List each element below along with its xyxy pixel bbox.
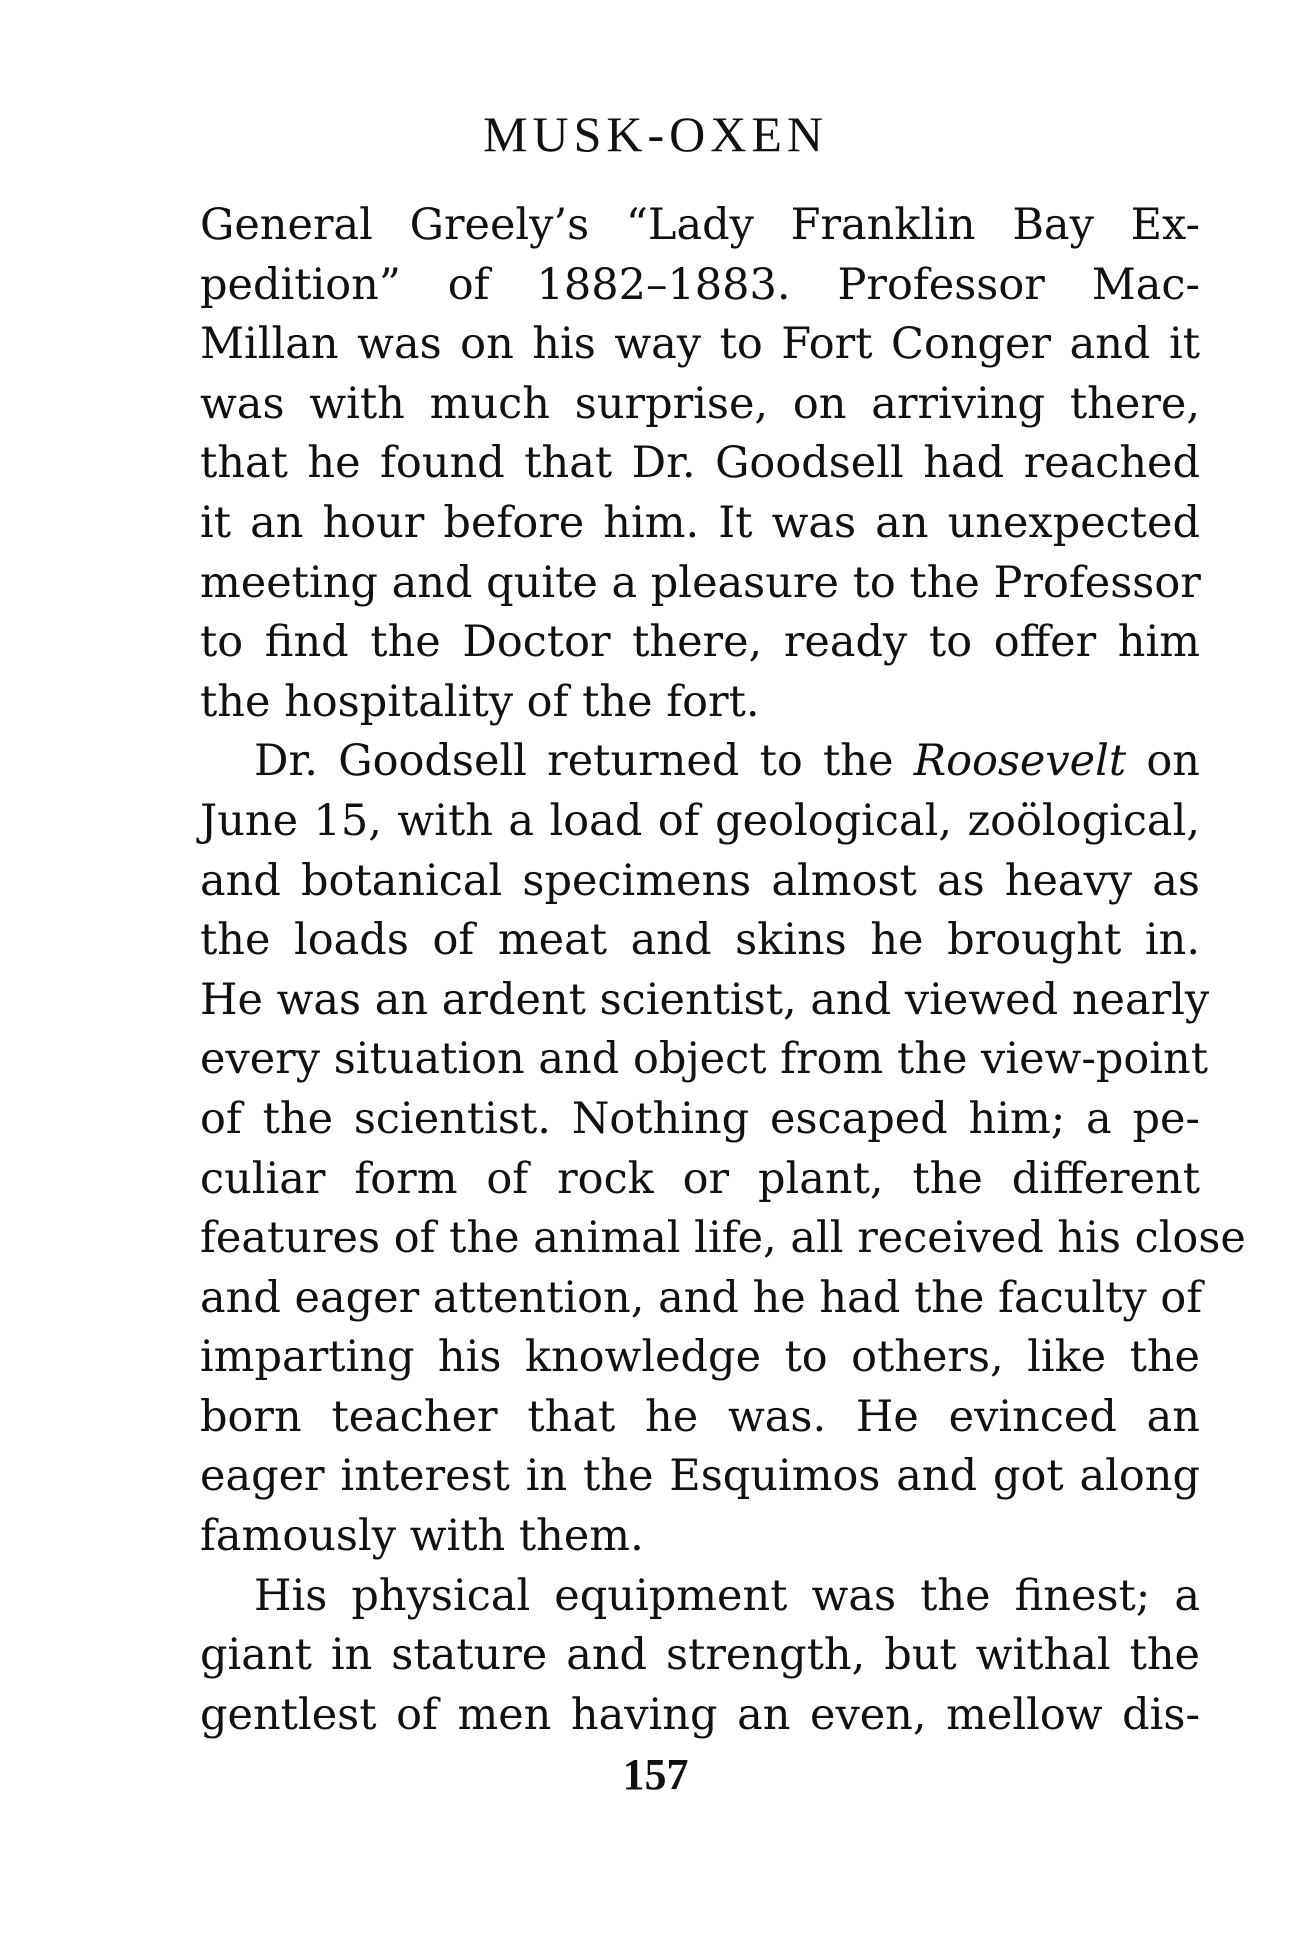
text-line: and botanical specimens almost as heavy as: [200, 855, 1200, 906]
ship-name: Roosevelt: [913, 736, 1127, 787]
text-line: born teacher that he was. He evinced an: [200, 1391, 1200, 1442]
text-line: His physical equipment was the finest; a: [254, 1570, 1200, 1621]
body-text: [200, 196, 1246, 1745]
text-line: June 15, with a load of geological, zoölogical,: [200, 795, 1200, 846]
text-line: [200, 732, 1200, 792]
text-line: the hospitality of the fort.: [200, 676, 760, 727]
text-line: and eager attention, and he had the faculty of: [200, 1272, 1203, 1323]
page-number: 157: [622, 1750, 689, 1799]
text-line: pedition” of 1882–1883. Professor Mac-: [200, 259, 1200, 310]
text-line: gentlest of men having an even, mellow dis-: [200, 1689, 1200, 1740]
text-line: the loads of meat and skins he brought in.: [200, 915, 1200, 966]
text-line: imparting his knowledge to others, like the: [200, 1332, 1200, 1383]
text-span: Dr. Goodsell returned to the: [254, 736, 914, 787]
text-line: every situation and object from the view-point: [200, 1034, 1209, 1085]
text-line: General Greely’s “Lady Franklin Bay Ex-: [200, 200, 1200, 250]
text-line: culiar form of rock or plant, the different: [200, 1153, 1200, 1204]
text-line: giant in stature and strength, but withal the: [200, 1630, 1200, 1681]
text-line: to find the Doctor there, ready to offer him: [200, 617, 1200, 668]
text-line: it an hour before him. It was an unexpected: [200, 497, 1200, 548]
running-head: MUSK-OXEN: [483, 106, 828, 162]
text-line: of the scientist. Nothing escaped him; a pe-: [200, 1093, 1200, 1144]
text-line: He was an ardent scientist, and viewed nearly: [200, 974, 1210, 1025]
text-line: features of the animal life, all received his close: [200, 1213, 1246, 1264]
text-line: was with much surprise, on arriving there,: [200, 378, 1200, 429]
text-line: eager interest in the Esquimos and got along: [200, 1451, 1200, 1502]
text-line: meeting and quite a pleasure to the Professor: [200, 557, 1201, 608]
text-line: famously with them.: [200, 1511, 644, 1562]
text-span: on: [1126, 736, 1200, 787]
text-line: that he found that Dr. Goodsell had reached: [200, 438, 1200, 489]
text-line: Millan was on his way to Fort Conger and it: [200, 319, 1200, 370]
